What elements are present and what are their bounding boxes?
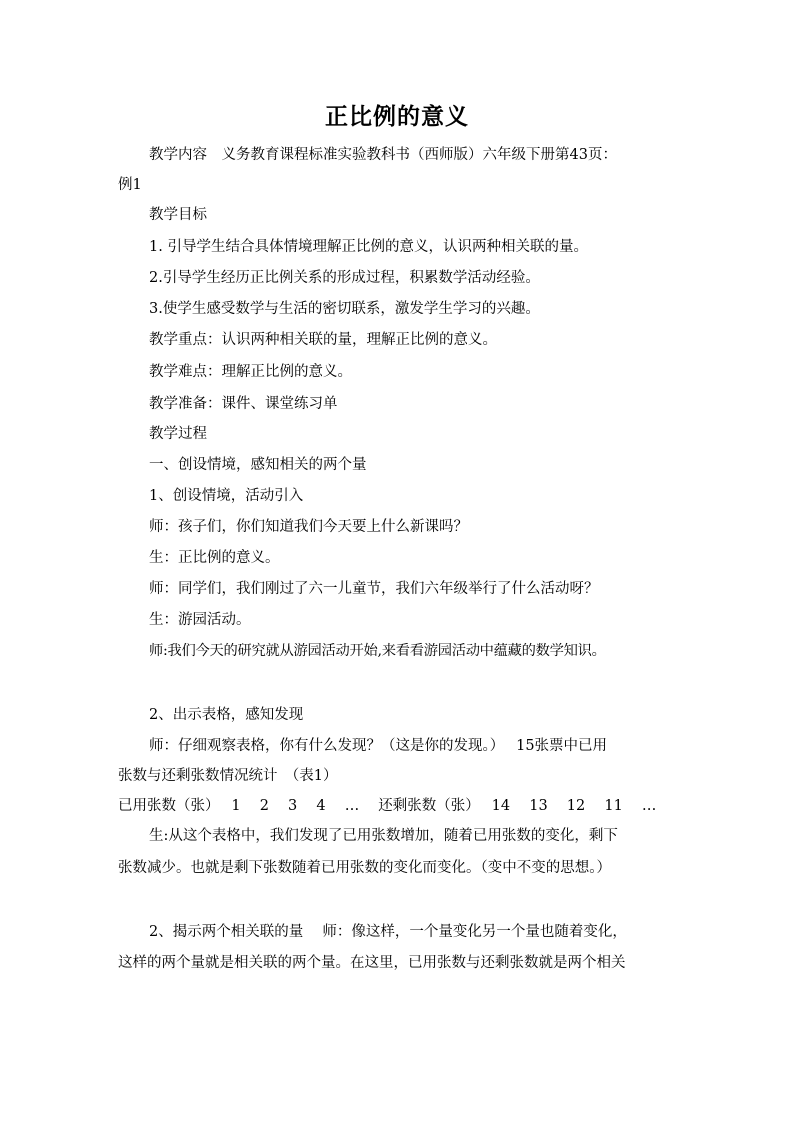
paragraph-line: 一、创设情境，感知相关的两个量: [149, 457, 367, 473]
paragraph-line: 2.引导学生经历正比例关系的形成过程，积累数学活动经验。: [149, 270, 540, 286]
document-title: 正比例的意义: [325, 103, 469, 130]
paragraph-line: 教学内容 义务教育课程标准实验教科书（西师版）六年级下册第43页：: [149, 147, 617, 163]
paragraph-line: 师：仔细观察表格，你有什么发现？（这是你的发现。） 15张票中已用: [149, 738, 608, 754]
paragraph-line: 张数减少。也就是剩下张数随着已用张数的变化而变化。（变中不变的思想。）: [118, 860, 611, 876]
paragraph-line: 2、揭示两个相关联的量 师：像这样，一个量变化另一个量也随着变化，: [149, 924, 627, 940]
paragraph-line: 教学重点：认识两种相关联的量，理解正比例的意义。: [149, 332, 497, 348]
paragraph-line: 教学准备：课件、课堂练习单: [149, 396, 338, 412]
paragraph-line: 2、出示表格，感知发现: [149, 707, 304, 723]
paragraph-line: 教学难点：理解正比例的意义。: [149, 364, 352, 380]
paragraph-line: 师:我们今天的研究就从游园活动开始,来看看游园活动中蕴藏的数学知识。: [149, 643, 606, 659]
table-caption-row: 已用张数（张） 1 2 3 4 … 还剩张数（张） 14 13 12 11 …: [118, 798, 657, 814]
paragraph-line: 例1: [118, 177, 142, 193]
paragraph-line: 师：孩子们，你们知道我们今天要上什么新课吗？: [149, 519, 468, 535]
paragraph-line: 教学目标: [149, 207, 207, 223]
paragraph-line: 生：游园活动。: [149, 612, 251, 628]
paragraph-line: 生:从这个表格中，我们发现了已用张数增加，随着已用张数的变化，剩下: [149, 828, 618, 844]
paragraph-line: 1. 引导学生结合具体情境理解正比例的意义，认识两种相关联的量。: [149, 239, 588, 255]
paragraph-line: 师：同学们，我们刚过了六一儿童节，我们六年级举行了什么活动呀？: [149, 581, 599, 597]
paragraph-line: 1、创设情境，活动引入: [149, 488, 304, 504]
paragraph-line: 这样的两个量就是相关联的两个量。在这里，已用张数与还剩张数就是两个相关: [118, 955, 626, 971]
paragraph-line: 张数与还剩张数情况统计 （表1）: [118, 768, 338, 784]
paragraph-line: 教学过程: [149, 426, 207, 442]
paragraph-line: 生：正比例的意义。: [149, 550, 280, 566]
paragraph-line: 3.使学生感受数学与生活的密切联系，激发学生学习的兴趣。: [149, 301, 540, 317]
